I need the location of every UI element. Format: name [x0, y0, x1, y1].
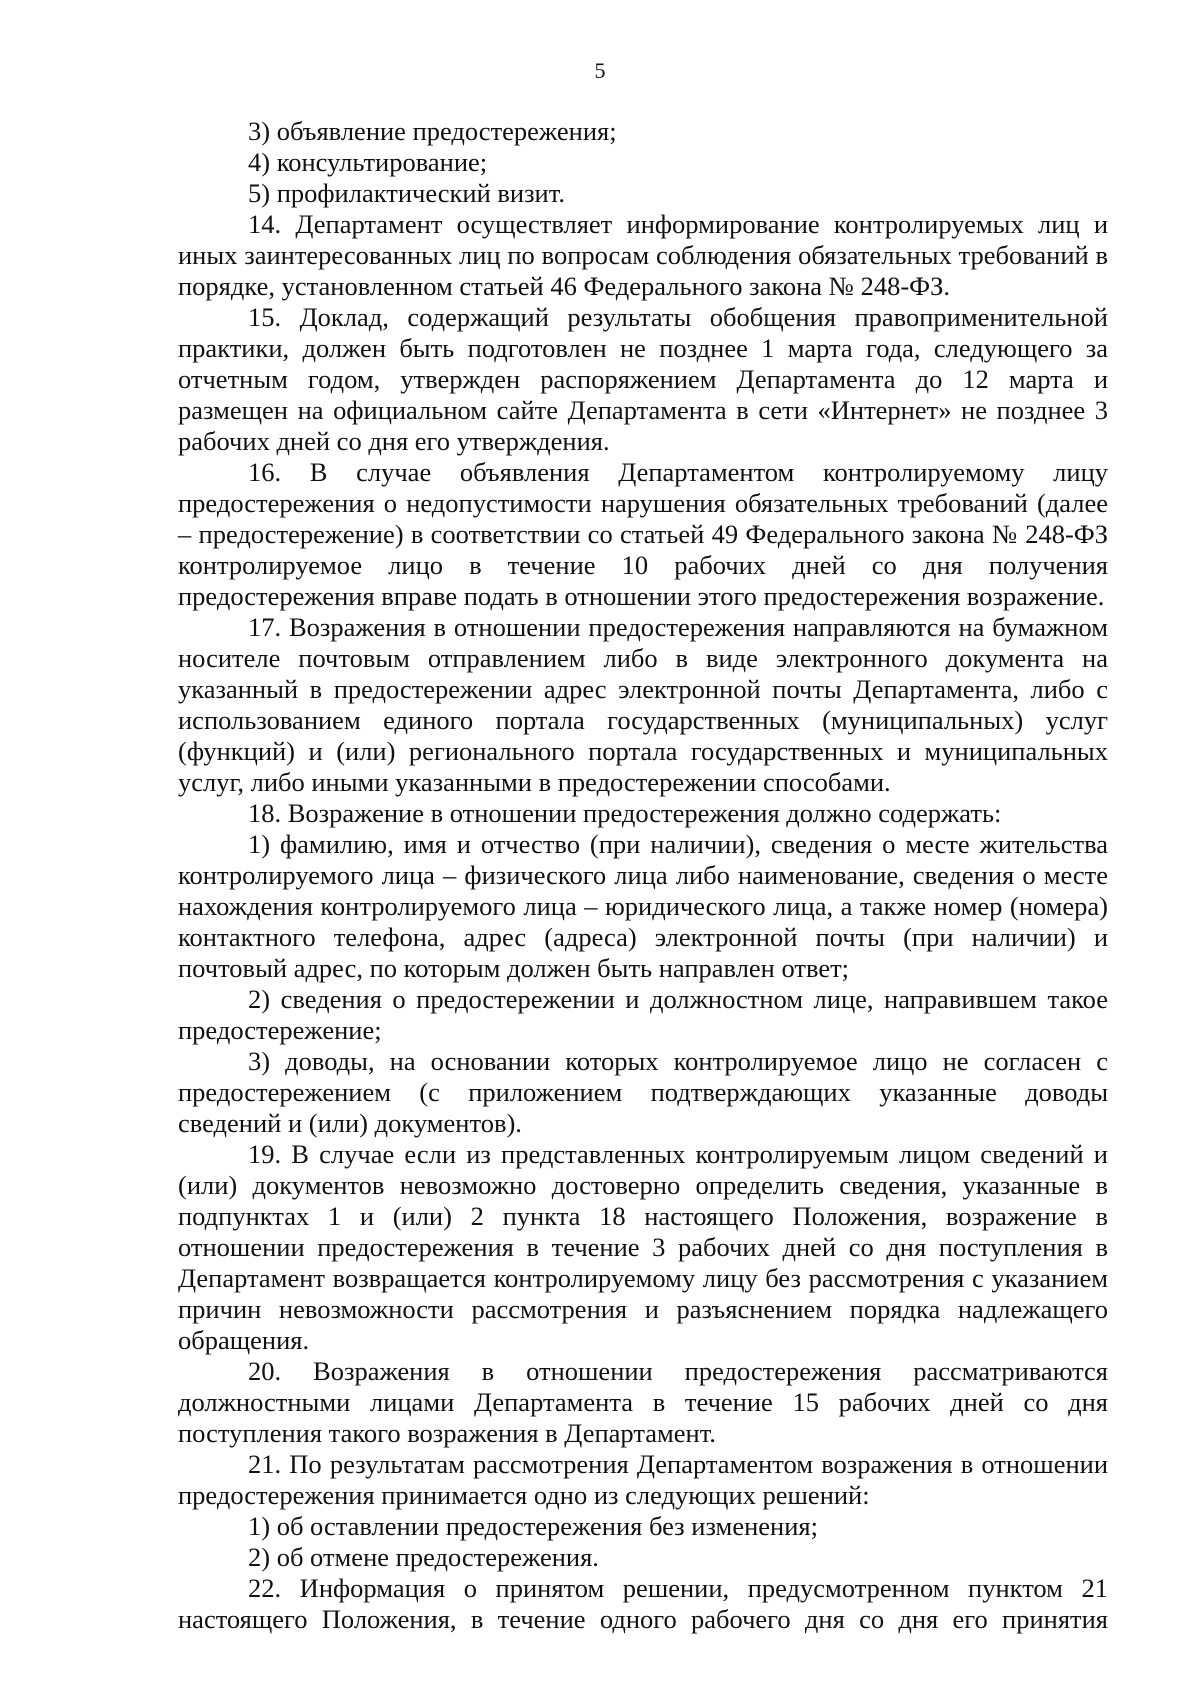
paragraph-14: 14. Департамент осуществляет информирование контролируемых лиц и иных заинтересованных лиц по вопросам соблюдения обязательных требований в порядке, установленном статьей 46 Федерального закона № 248-ФЗ. — [178, 209, 1108, 301]
paragraph-21-item-1: 1) об оставлении предостережения без изменения; — [248, 1511, 818, 1541]
paragraph-22: 22. Информация о принятом решении, предусмотренном пунктом 21 настоящего Положения, в течение одного рабочего дня со дня его принятия — [178, 1573, 1108, 1634]
paragraph-18-item-3: 3) доводы, на основании которых контролируемое лицо не согласен с предостережением (с приложением подтверждающих указанные доводы сведений и (или) документов). — [178, 1046, 1108, 1138]
paragraph-19: 19. В случае если из представленных контролируемым лицом сведений и (или) документов невозможно достоверно определить сведения, указанные в подпунктах 1 и (или) 2 пункта 18 настоящего Положения, возражение в отношении предостережения в течение 3 рабочих дней со дня поступления в Департамент возвращается контролируемому лицу без рассмотрения с указанием причин невозможности рассмотрения и разъяснением порядка надлежащего обращения. — [178, 1139, 1108, 1355]
paragraph-list-item-5: 5) профилактический визит. — [248, 178, 565, 208]
paragraph-18-item-1: 1) фамилию, имя и отчество (при наличии), сведения о месте жительства контролируемого лица – физического лица либо наименование, сведения о месте нахождения контролируемого лица – юридического лица, а также номер (номера) контактного телефона, адрес (адреса) электронной почты (при наличии) и почтовый адрес, по которым должен быть направлен ответ; — [178, 829, 1108, 983]
paragraph-16: 16. В случае объявления Департаментом контролируемому лицу предостережения о недопустимости нарушения обязательных требований (далее – предостережение) в соответствии со статьей 49 Федерального закона № 248-ФЗ контролируемое лицо в течение 10 рабочих дней со дня получения предостережения вправе подать в отношении этого предостережения возражение. — [178, 457, 1108, 611]
paragraph-21-item-2: 2) об отмене предостережения. — [248, 1542, 599, 1572]
paragraph-20: 20. Возражения в отношении предостережения рассматриваются должностными лицами Департамента в течение 15 рабочих дней со дня поступления такого возражения в Департамент. — [178, 1356, 1108, 1448]
paragraph-18: 18. Возражение в отношении предостережения должно содержать: — [248, 798, 1002, 828]
document-body — [178, 116, 1108, 1635]
paragraph-18-item-2: 2) сведения о предостережении и должностном лице, направившем такое предостережение; — [178, 984, 1108, 1045]
paragraph-list-item-4: 4) консультирование; — [248, 147, 488, 177]
paragraph-15: 15. Доклад, содержащий результаты обобщения правоприменительной практики, должен быть подготовлен не позднее 1 марта года, следующего за отчетным годом, утвержден распоряжением Департамента до 12 марта и размещен на официальном сайте Департамента в сети «Интернет» не позднее 3 рабочих дней со дня его утверждения. — [178, 302, 1108, 456]
paragraph-17: 17. Возражения в отношении предостережения направляются на бумажном носителе почтовым отправлением либо в виде электронного документа на указанный в предостережении адрес электронной почты Департамента, либо с использованием единого портала государственных (муниципальных) услуг (функций) и (или) регионального портала государственных и муниципальных услуг, либо иными указанными в предостережении способами. — [178, 612, 1108, 797]
paragraph-list-item-3: 3) объявление предостережения; — [248, 116, 617, 146]
paragraph-21: 21. По результатам рассмотрения Департаментом возражения в отношении предостережения принимается одно из следующих решений: — [178, 1449, 1108, 1510]
page-number: 5 — [594, 58, 606, 83]
